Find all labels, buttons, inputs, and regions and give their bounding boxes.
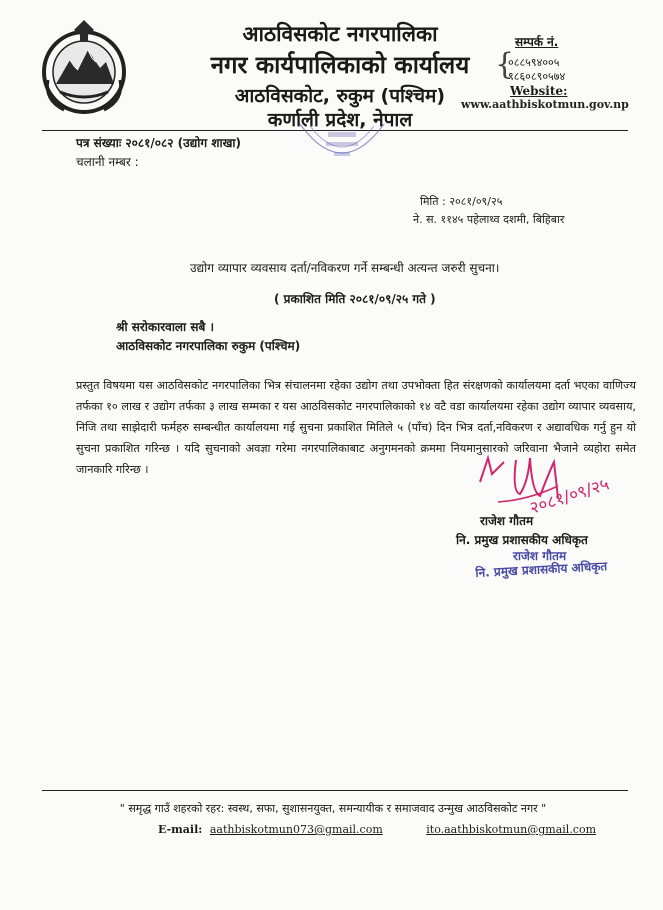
notice-subject: उद्योग व्यापार व्यवसाय दर्ता/नविकरण गर्ने सम्बन्धी अत्यन्त जरुरी सुचना। — [190, 261, 500, 275]
email-address-2[interactable]: ito.aathbiskotmun@gmail.com — [426, 823, 597, 836]
letter-date: मिति : २०८१/०९/२५ — [420, 195, 503, 208]
website-label: Website: — [510, 84, 568, 98]
email-address-1[interactable]: aathbiskotmun073@gmail.com — [209, 823, 383, 836]
notice-body: प्रस्तुत विषयमा यस आठविसकोट नगरपालिका भित्र संचालनमा रहेका उद्योग तथा उपभोक्ता हित संरक्षणको कार्यालयमा दर्ता भएका वाणिज्य तर्फका १० लाख र उद्योग तर्फका ३ लाख सम्मका र यस आठविसकोट नगरपालिकाको १४ वटै वडा कार्यालयमा रहेका उद्योग व्यापार व्यवसाय, निजि तथा साझेदारी फर्महरु सम्बन्धीत कार्यालयमा गई सुचना प्रकाशित मितिले ५ (पाँच) दिन भित्र दर्ता,नविकरण र अद्यावधिक गर्नु हुन यो सुचना प्रकाशित गरिन्छ । यदि सुचनाको अवज्ञा गरेमा नगरपालिकाबाट अनुगमनको क्रममा नियमानुसारको जरिवाना भैजाने व्यहोरा समेत जानकारि गरिन्छ । — [76, 379, 636, 476]
municipality-name: आठविसकोट नगरपालिका — [242, 22, 438, 46]
stamp-signatory-name: राजेश गौतम — [513, 549, 567, 563]
email-label: E-mail: — [158, 823, 203, 836]
office-seal-stamp-icon — [296, 118, 388, 168]
office-name: नगर कार्यपालिकाको कार्यालय — [210, 51, 470, 79]
signatory-title: नि. प्रमुख प्रशासकीय अधिकृत — [456, 533, 588, 547]
contact-label: सम्पर्क नं. — [515, 35, 559, 49]
phone-number-1: ०८८५९४००५ — [508, 56, 560, 69]
footer-email-row — [158, 823, 596, 836]
dispatch-number: चलानी नम्बर : — [76, 155, 139, 169]
footer-divider — [42, 790, 628, 791]
handwritten-date: २०८१/०९/२५ — [527, 474, 612, 519]
province-name: कर्णाली प्रदेश, नेपाल — [267, 109, 413, 131]
nepal-emblem-icon — [40, 20, 128, 116]
stamp-signatory-title: नि. प्रमुख प्रशासकीय अधिकृत — [475, 559, 608, 580]
website-url[interactable]: www.aathbiskotmun.gov.np — [461, 98, 629, 111]
letter-number: पत्र संख्याः २०८१/०८२ (उद्योग शाखा) — [76, 136, 241, 150]
addressee-line-1: श्री सरोकारवाला सबै । — [116, 320, 215, 334]
signatory-name: राजेश गौतम — [480, 514, 534, 528]
nepal-samvat-date: ने. स. ११४५ पहेलाथ्व दशमी, बिहिबार — [413, 213, 565, 226]
office-address: आठविसकोट, रुकुम (पश्चिम) — [234, 85, 446, 107]
phone-number-2: ९८६०८९०५७४ — [508, 70, 566, 83]
published-date: ( प्रकाशित मिति २०८१/०९/२५ गते ) — [274, 292, 436, 306]
addressee-line-2: आठविसकोट नगरपालिका रुकुम (पश्चिम) — [116, 339, 301, 353]
footer-motto: " समृद्ध गाउँ शहरको रहर: स्वस्थ, सफा, सुशासनयुक्त, समन्यायीक र समाजवाद उन्मुख आठविसकोट नगर " — [119, 802, 547, 815]
brace-icon: { — [495, 47, 515, 82]
